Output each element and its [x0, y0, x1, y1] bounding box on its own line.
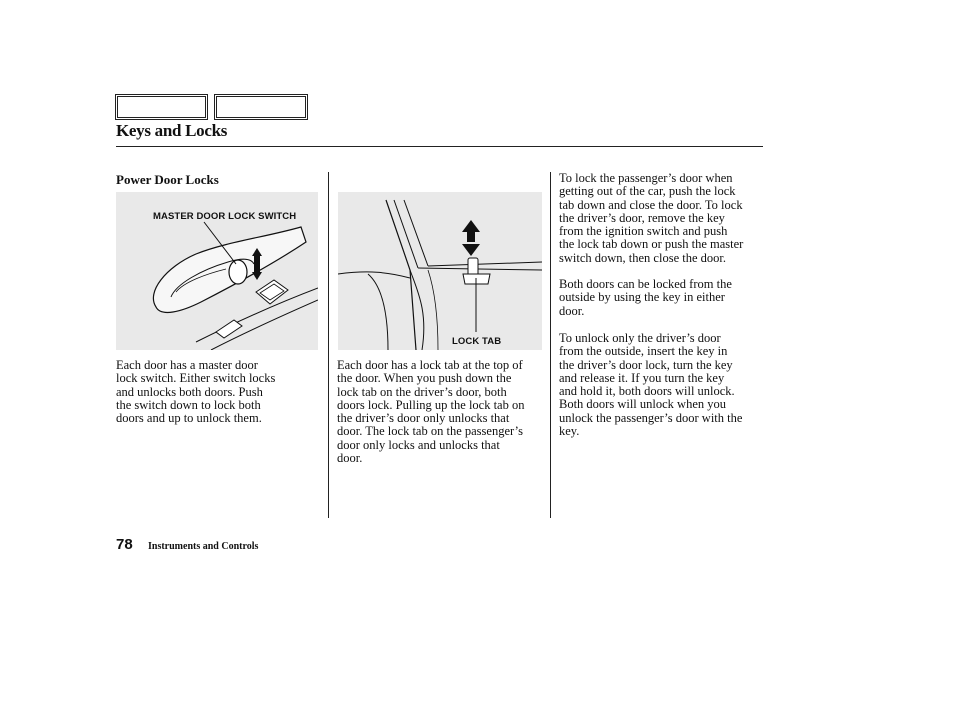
col2-paragraph: Each door has a lock tab at the top of the door. When you push down the lock tab on the driver’s door, both doors lock. Pulling up the lock tab on the driver’s door only unlocks that door. The lock tab on the passenger’s door only locks and unlocks that door. [337, 358, 525, 466]
lock-tab-illustration [338, 192, 542, 350]
nav-tab-2[interactable] [214, 94, 308, 120]
master-switch-callout: MASTER DOOR LOCK SWITCH [153, 211, 297, 222]
column-divider-1 [328, 172, 329, 518]
lock-tab-callout: LOCK TAB [452, 336, 502, 347]
nav-tab-1[interactable] [115, 94, 208, 120]
col3-paragraph-1: To lock the passenger’s door when getting out of the car, push the lock tab down and close the door. To lock the driver’s door, remove the key from the ignition switch and push the lock tab down or push the master switch down, then close the door. [559, 171, 744, 265]
page-number: 78 [116, 536, 133, 553]
door-frame-drawing [338, 192, 542, 350]
page-title: Keys and Locks [116, 121, 228, 140]
section-subtitle: Power Door Locks [116, 172, 219, 187]
title-divider [116, 146, 763, 147]
col3-paragraph-3: To unlock only the driver’s door from the outside, insert the key in the driver’s door lock, turn the key and release it. If you turn the key and hold it, both doors will unlock. Both doors will unlock when you unlock the passenger’s door with the key. [559, 331, 743, 439]
col1-paragraph: Each door has a master door lock switch. Either switch locks and unlocks both doors. Push the switch down to lock both doors and up to unlock them. [116, 358, 276, 426]
column-divider-2 [550, 172, 551, 518]
footer-section-title: Instruments and Controls [148, 541, 259, 552]
col3-paragraph-2: Both doors can be locked from the outside by using the key in either door. [559, 277, 732, 318]
